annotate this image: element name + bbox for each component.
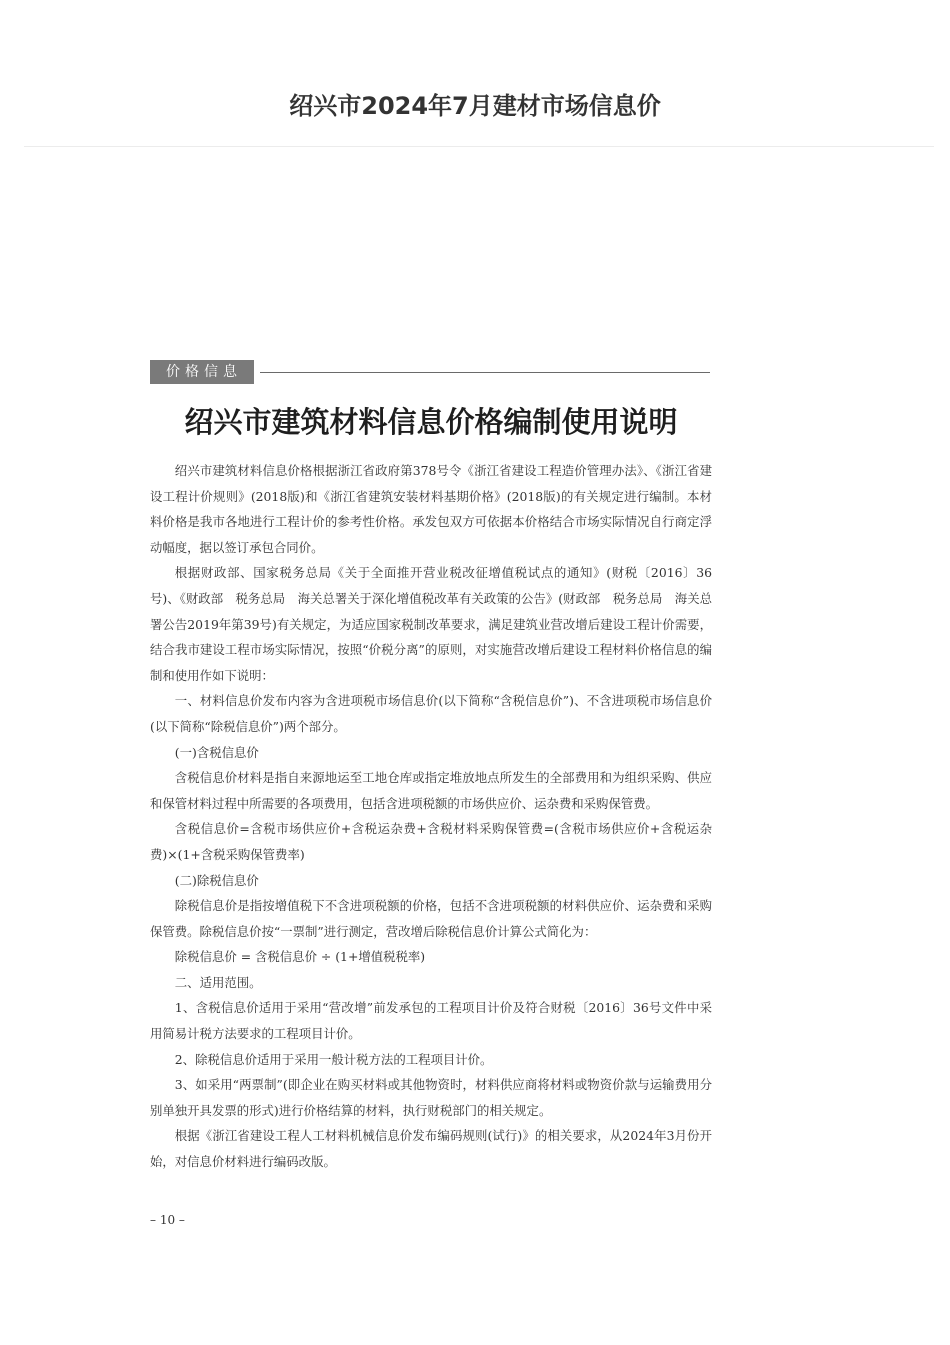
- document-page: [150, 358, 712, 1238]
- paragraph-tax-inclusive-definition: 含税信息价材料是指自来源地运至工地仓库或指定堆放地点所发生的全部费用和为组织采购、供应和保管材料过程中所需要的各项费用，包括含进项税额的市场供应价、运杂费和采购保管费。: [150, 770, 712, 811]
- paragraph-scope-1: 1、含税信息价适用于采用“营改增”前发承包的工程项目计价及符合财税〔2016〕36号文件中采用简易计税方法要求的工程项目计价。: [150, 1000, 712, 1042]
- site-header: [0, 0, 950, 147]
- document-title: 绍兴市建筑材料信息价格编制使用说明: [184, 405, 678, 439]
- section-tag: 价格信息: [150, 360, 254, 384]
- paragraph-coding: 根据《浙江省建设工程人工材料机械信息价发布编码规则(试行)》的相关要求，从2024年3月份开始，对信息价材料进行编码改版。: [150, 1128, 712, 1170]
- document-body: [150, 458, 712, 1175]
- paragraph-item-1: 一、材料信息价发布内容为含进项税市场信息价(以下简称“含税信息价”)、不含进项税市场信息价(以下简称“除税信息价”)两个部分。: [150, 693, 712, 734]
- subheading-tax-exclusive: (二)除税信息价: [174, 872, 259, 888]
- heading-scope: 二、适用范围。: [174, 974, 262, 990]
- paragraph-scope-2: 2、除税信息价适用于采用一般计税方法的工程项目计价。: [174, 1051, 493, 1067]
- header-divider: [24, 146, 934, 147]
- paragraph-scope-3: 3、如采用“两票制”(即企业在购买材料或其他物资时，材料供应商将材料或物资价款与运输费用分别单独开具发票的形式)进行价格结算的材料，执行财税部门的相关规定。: [150, 1077, 712, 1118]
- subheading-tax-inclusive: (一)含税信息价: [174, 744, 259, 760]
- page-title: 绍兴市2024年7月建材市场信息价: [289, 92, 661, 120]
- paragraph-intro: 绍兴市建筑材料信息价格根据浙江省政府第378号令《浙江省建设工程造价管理办法》、《浙江省建设工程计价规则》(2018版)和《浙江省建筑安装材料基期价格》(2018版)的有关规定进行编制。本材料价格是我市各地进行工程计价的参考性价格。承发包双方可依据本价格结合市场实际情况自行商定浮动幅度，据以签订承包合同价。: [150, 463, 712, 555]
- paragraph-tax-basis: 根据财政部、国家税务总局《关于全面推开营业税改征增值税试点的通知》(财税〔2016〕36号)、《财政部 税务总局 海关总署关于深化增值税改革有关政策的公告》(财政部 税务总局 海关总署公告2019年第39号)有关规定，为适应国家税制改革要求，满足建筑业营改增后建设工程计价需要，结合我市建设工程市场实际情况，按照“价税分离”的原则，对实施营改增后建设工程材料价格信息的编制和使用作如下说明：: [150, 565, 712, 683]
- page-number: – 10 –: [150, 1213, 185, 1227]
- section-rule: [260, 372, 710, 373]
- formula-tax-exclusive: 除税信息价 = 含税信息价 ÷ (1+增值税税率): [174, 949, 426, 965]
- section-bar: [150, 360, 712, 384]
- paragraph-tax-exclusive-definition: 除税信息价是指按增值税下不含进项税额的价格，包括不含进项税额的材料供应价、运杂费和采购保管费。除税信息价按“一票制”进行测定，营改增后除税信息价计算公式简化为：: [150, 898, 712, 939]
- formula-tax-inclusive: 含税信息价=含税市场供应价+含税运杂费+含税材料采购保管费=(含税市场供应价+含税运杂费)×(1+含税采购保管费率): [150, 821, 712, 862]
